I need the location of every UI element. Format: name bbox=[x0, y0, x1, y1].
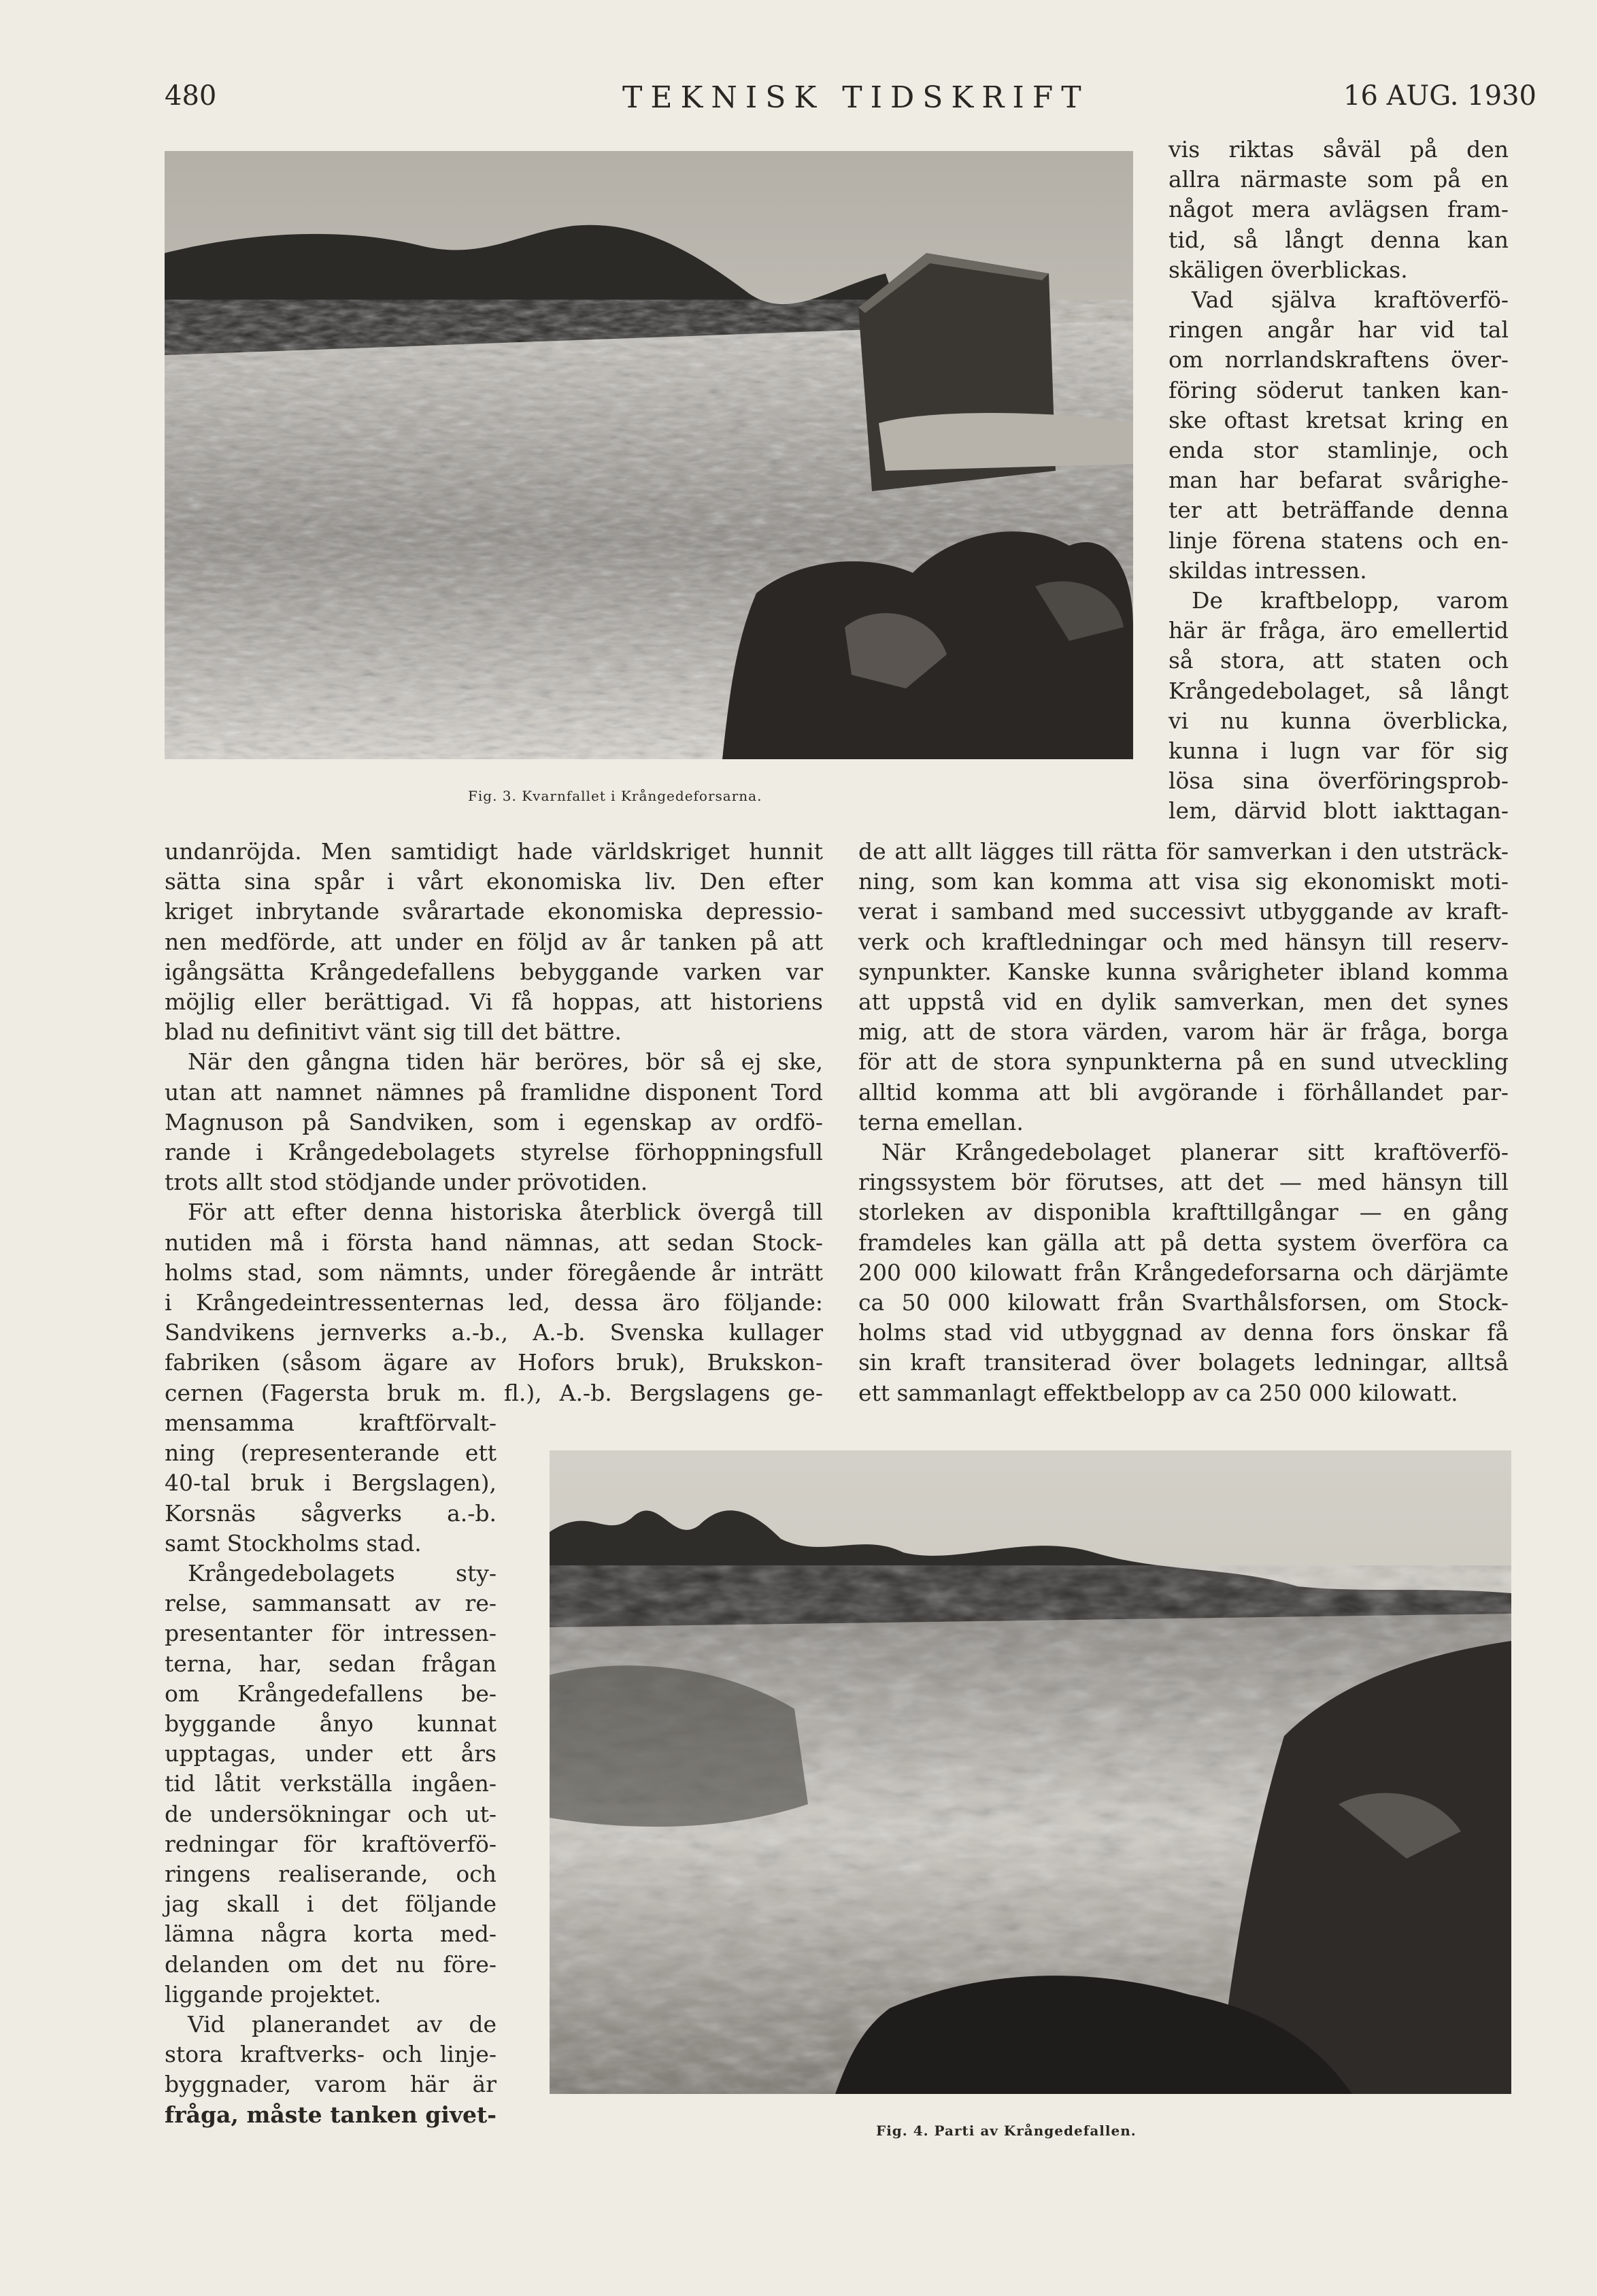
text-line: de undersökningar och ut- bbox=[165, 1800, 497, 1827]
text-line: enda stor stamlinje, och bbox=[1169, 437, 1509, 464]
text-line: verk och kraftledningar och med hänsyn till reserv- bbox=[858, 928, 1509, 955]
text-line: Korsnäs sågverks a.-b. bbox=[165, 1499, 497, 1527]
text-line: delanden om det nu före- bbox=[165, 1950, 497, 1978]
text-line: terna, har, sedan frågan bbox=[165, 1650, 497, 1677]
right-column-upper bbox=[1169, 135, 1509, 827]
text-line: ter att beträffande denna bbox=[1169, 497, 1509, 524]
text-line: När Krångedebolaget planerar sitt kraftöverfö- bbox=[881, 1139, 1509, 1166]
text-line: skäligen överblickas. bbox=[1169, 256, 1408, 283]
text-line: något mera avlägsen fram- bbox=[1169, 196, 1509, 223]
text-line: ning, som kan komma att visa sig ekonomiskt moti- bbox=[858, 868, 1509, 895]
text-line: kriget inbrytande svårartade ekonomiska depressio- bbox=[165, 898, 823, 925]
journal-title: TEKNISK TIDSKRIFT bbox=[622, 80, 1090, 115]
text-line: igångsätta Krångedefallens bebyggande varken var bbox=[165, 958, 823, 985]
text-line: Krångedebolaget, så långt bbox=[1169, 677, 1509, 704]
text-line: stora kraftverks- och linje- bbox=[165, 2041, 497, 2068]
figure-3-photo bbox=[165, 151, 1133, 759]
text-line: undanröjda. Men samtidigt hade världskriget hunnit bbox=[165, 838, 823, 865]
text-line: De kraftbelopp, varom bbox=[1192, 587, 1509, 614]
text-line: Vad själva kraftöverfö- bbox=[1192, 286, 1509, 314]
text-line: tid, så långt denna kan bbox=[1169, 226, 1509, 253]
text-line: holms stad vid utbyggnad av denna fors önskar få bbox=[858, 1319, 1509, 1346]
text-line: så stora, att staten och bbox=[1169, 647, 1509, 674]
text-line: att uppstå vid en dylik samverkan, men det synes bbox=[858, 988, 1509, 1016]
text-line: ca 50 000 kilowatt från Svarthålsforsen, om Stock- bbox=[858, 1289, 1509, 1316]
text-line: ringen angår har vid tal bbox=[1169, 316, 1509, 344]
text-line: lem, därvid blott iakttagan- bbox=[1169, 797, 1509, 825]
text-line: om norrlandskraftens över- bbox=[1169, 346, 1509, 373]
issue-date: 16 AUG. 1930 bbox=[1343, 80, 1536, 112]
left-column-lower bbox=[165, 1408, 497, 2130]
text-line: Magnuson på Sandviken, som i egenskap av ordfö- bbox=[165, 1108, 823, 1135]
text-line: ringens realiserande, och bbox=[165, 1861, 497, 1888]
left-column-upper bbox=[165, 837, 823, 1408]
text-line: sin kraft transiterad över bolagets ledningar, alltså bbox=[858, 1349, 1509, 1376]
text-line: fråga, måste tanken givet- bbox=[165, 2101, 497, 2128]
text-line: När den gångna tiden här beröres, bör så ej ske, bbox=[188, 1048, 823, 1076]
text-line: ning (representerande ett bbox=[165, 1440, 497, 1467]
right-column-middle bbox=[858, 837, 1509, 1408]
text-line: vis riktas såväl på den bbox=[1169, 136, 1509, 163]
text-line: möjlig eller berättigad. Vi få hoppas, att historiens bbox=[165, 988, 823, 1016]
text-line: fabriken (såsom ägare av Hofors bruk), Brukskon- bbox=[165, 1349, 823, 1376]
figure-4-photo bbox=[550, 1450, 1511, 2094]
text-line: Sandvikens jernverks a.-b., A.-b. Svenska kullager bbox=[165, 1319, 823, 1346]
text-line: lämna några korta med- bbox=[165, 1920, 497, 1948]
text-line: kunna i lugn var för sig bbox=[1169, 737, 1509, 765]
text-line: de att allt lägges till rätta för samverkan i den utsträck- bbox=[858, 838, 1509, 865]
text-line: tid låtit verkställa ingåen- bbox=[165, 1770, 497, 1797]
figure-4-caption: Fig. 4. Parti av Krångedefallen. bbox=[876, 2123, 1137, 2139]
text-line: relse, sammansatt av re- bbox=[165, 1590, 497, 1617]
text-line: skildas intressen. bbox=[1169, 556, 1367, 584]
text-line: allra närmaste som på en bbox=[1169, 166, 1509, 193]
text-line: man har befarat svårighe- bbox=[1169, 467, 1509, 494]
text-line: ske oftast kretsat kring en bbox=[1169, 406, 1509, 433]
figure-3-caption: Fig. 3. Kvarnfallet i Krångedeforsarna. bbox=[468, 788, 762, 804]
text-line: vi nu kunna överblicka, bbox=[1169, 707, 1509, 734]
text-line: byggnader, varom här är bbox=[165, 2071, 497, 2098]
text-line: presentanter för intressen- bbox=[165, 1620, 497, 1647]
text-line: ett sammanlagt effektbelopp av ca 250 000 kilowatt. bbox=[858, 1379, 1458, 1406]
text-line: cernen (Fagersta bruk m. fl.), A.-b. Bergslagens ge- bbox=[165, 1379, 823, 1406]
text-line: nen medförde, att under en följd av år tanken på att bbox=[165, 928, 823, 955]
text-line: om Krångedefallens be- bbox=[165, 1680, 497, 1707]
text-line: storleken av disponibla krafttillgångar — en gång bbox=[858, 1199, 1509, 1226]
text-line: sätta sina spår i vårt ekonomiska liv. Den efter bbox=[165, 868, 823, 895]
text-line: byggande ånyo kunnat bbox=[165, 1710, 497, 1737]
text-line: mensamma kraftförvalt- bbox=[165, 1410, 497, 1436]
text-line: ringssystem bör förutses, att det — med hänsyn till bbox=[858, 1169, 1509, 1196]
text-line: samt Stockholms stad. bbox=[165, 1529, 422, 1557]
text-line: alltid komma att bli avgörande i förhållandet par- bbox=[858, 1078, 1509, 1105]
text-line: terna emellan. bbox=[858, 1108, 1024, 1135]
text-line: för att de stora synpunkterna på en sund utveckling bbox=[858, 1048, 1509, 1076]
text-line: För att efter denna historiska återblick övergå till bbox=[188, 1199, 823, 1226]
text-line: Vid planerandet av de bbox=[188, 2011, 497, 2038]
text-line: i Krångedeintressenternas led, dessa äro följande: bbox=[165, 1289, 823, 1316]
text-line: rande i Krångedebolagets styrelse förhoppningsfull bbox=[165, 1139, 823, 1166]
text-line: nutiden må i första hand nämnas, att sedan Stock- bbox=[165, 1229, 823, 1256]
text-line: föring söderut tanken kan- bbox=[1169, 376, 1509, 403]
text-line: framdeles kan gälla att på detta system överföra ca bbox=[858, 1229, 1509, 1256]
text-line: liggande projektet. bbox=[165, 1980, 382, 2008]
text-line: här är fråga, äro emellertid bbox=[1169, 617, 1509, 644]
text-line: lösa sina överföringsprob- bbox=[1169, 767, 1509, 795]
text-line: 200 000 kilowatt från Krångedeforsarna och därjämte bbox=[858, 1259, 1509, 1286]
text-line: utan att namnet nämnes på framlidne disponent Tord bbox=[165, 1078, 823, 1105]
text-line: mig, att de stora värden, varom här är fråga, borga bbox=[858, 1018, 1509, 1046]
text-line: 40-tal bruk i Bergslagen), bbox=[165, 1469, 497, 1497]
text-line: redningar för kraftöverfö- bbox=[165, 1830, 497, 1857]
text-line: blad nu definitivt vänt sig till det bättre. bbox=[165, 1018, 622, 1046]
text-line: holms stad, som nämnts, under föregående år inträtt bbox=[165, 1259, 823, 1286]
text-line: Krångedebolagets sty- bbox=[188, 1560, 497, 1587]
text-line: verat i samband med successivt utbyggande av kraft- bbox=[858, 898, 1509, 925]
text-line: synpunkter. Kanske kunna svårigheter ibland komma bbox=[858, 958, 1509, 985]
text-line: linje förena statens och en- bbox=[1169, 527, 1509, 554]
text-line: trots allt stod stödjande under prövotiden. bbox=[165, 1169, 648, 1196]
text-line: jag skall i det följande bbox=[165, 1891, 497, 1918]
page-number: 480 bbox=[165, 80, 217, 112]
text-line: upptagas, under ett års bbox=[165, 1740, 497, 1767]
